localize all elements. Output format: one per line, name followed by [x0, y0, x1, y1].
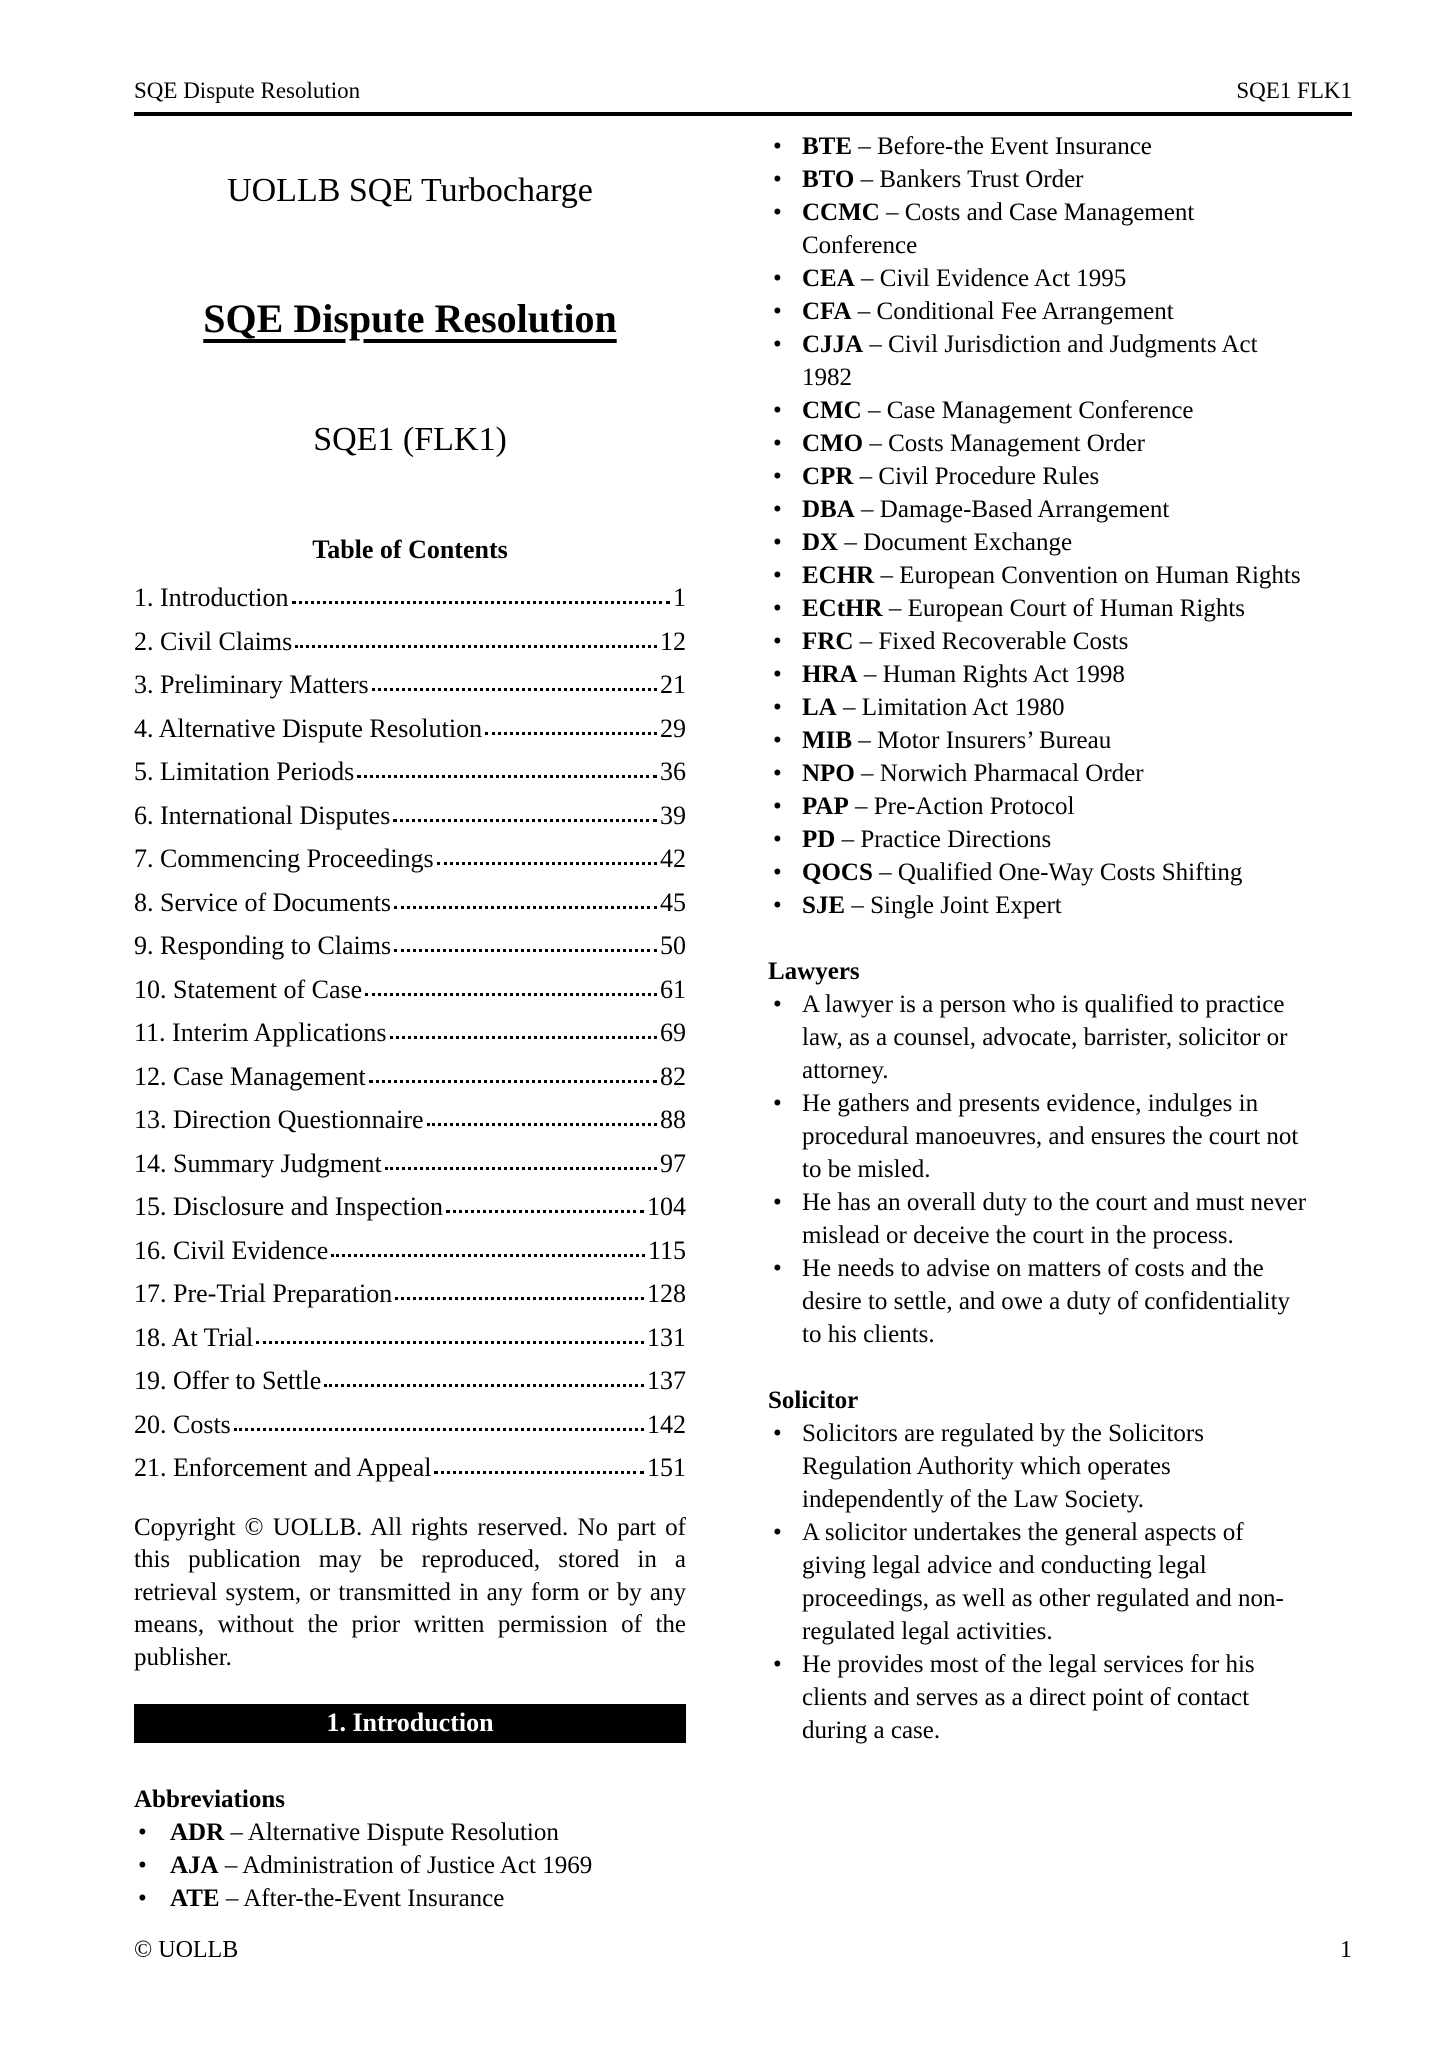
- bullet-icon: •: [773, 463, 782, 490]
- toc-leader: [394, 906, 657, 909]
- abbreviation-item: [768, 790, 1310, 823]
- abbreviation-item: [768, 691, 1310, 724]
- toc-page-number: 131: [647, 1322, 686, 1352]
- abbreviation-item: [768, 394, 1310, 427]
- abbr-term: QOCS: [802, 859, 873, 886]
- toc-entry: [134, 924, 686, 968]
- bullet-icon: •: [773, 298, 782, 325]
- solicitor-bullet-list: [768, 1417, 1310, 1747]
- bullet-icon: •: [773, 397, 782, 424]
- abbreviation-item: [768, 295, 1310, 328]
- document-title: SQE Dispute Resolution: [203, 296, 617, 341]
- toc-label: 17. Pre-Trial Preparation: [134, 1279, 393, 1308]
- dash-separator: –: [880, 562, 893, 589]
- dash-separator: –: [869, 331, 882, 358]
- bullet-icon: •: [773, 1420, 782, 1447]
- section-banner: 1. Introduction: [134, 1704, 686, 1743]
- toc-page-number: 97: [660, 1148, 686, 1178]
- bullet-icon: •: [773, 628, 782, 655]
- brand-title: UOLLB SQE Turbocharge: [227, 172, 593, 209]
- abbr-term: PAP: [802, 793, 849, 820]
- toc-label: 8. Service of Documents: [134, 887, 392, 917]
- dash-separator: –: [224, 1852, 238, 1879]
- bullet-icon: •: [773, 892, 782, 919]
- abbr-definition: Costs Management Order: [888, 430, 1145, 457]
- toc-page-number: 1: [673, 583, 686, 612]
- dash-separator: –: [886, 199, 899, 226]
- toc-entry: [134, 1446, 686, 1490]
- abbr-term: ECHR: [802, 562, 875, 589]
- abbr-definition: Conditional Fee Arrangement: [876, 298, 1174, 325]
- abbr-definition: Administration of Justice Act 1969: [242, 1852, 593, 1879]
- abbreviation-item: [768, 559, 1310, 592]
- abbreviation-item: [768, 262, 1310, 295]
- dash-separator: –: [841, 826, 855, 853]
- abbreviation-item: [768, 130, 1310, 163]
- toc-label: 4. Alternative Dispute Resolution: [134, 713, 483, 743]
- abbreviation-item: [768, 625, 1310, 658]
- footer-page-number: 1: [1340, 1937, 1352, 1963]
- bullet-icon: •: [773, 859, 782, 886]
- bullet-text: He provides most of the legal services for his clients and serves as a direct point of contact during a case.: [802, 1651, 1255, 1744]
- abbreviation-item: [134, 1849, 686, 1882]
- toc-label: 3. Preliminary Matters: [134, 670, 369, 699]
- abbreviation-item: [768, 526, 1310, 559]
- abbr-term: ADR: [170, 1819, 225, 1846]
- dash-separator: –: [888, 595, 902, 622]
- toc-label: 6. International Disputes: [134, 800, 391, 830]
- abbr-definition: Single Joint Expert: [870, 892, 1062, 919]
- toc-label: 13. Direction Questionnaire: [134, 1105, 424, 1134]
- toc-label: 9. Responding to Claims: [134, 931, 392, 960]
- toc-page-number: 29: [660, 713, 686, 743]
- bullet-icon: •: [773, 991, 782, 1018]
- toc-label: 5. Limitation Periods: [134, 757, 355, 786]
- toc-entry: [134, 1142, 686, 1186]
- toc-leader: [427, 1123, 657, 1126]
- toc-page-number: 36: [660, 757, 686, 786]
- list-item: [768, 988, 1310, 1087]
- dash-separator: –: [861, 265, 874, 292]
- abbr-term: HRA: [802, 661, 858, 688]
- bullet-icon: •: [138, 1885, 147, 1912]
- bullet-icon: •: [773, 1519, 782, 1546]
- copyright-notice: Copyright © UOLLB. All rights reserved. No part of this publication may be reproduced, stored in a retrieval system, or transmitted in any form or by any means, without the prior written permission of the publisher.: [134, 1513, 686, 1671]
- abbr-definition: Motor Insurers’ Bureau: [877, 727, 1112, 754]
- abbr-term: CJJA: [802, 331, 864, 358]
- toc-page-number: 39: [660, 800, 686, 830]
- abbr-term: CMO: [802, 430, 864, 457]
- abbr-term: AJA: [170, 1852, 219, 1879]
- toc-leader: [295, 645, 657, 648]
- bullet-text: A lawyer is a person who is qualified to practice law, as a counsel, advocate, barrister, solicitor or attorney.: [802, 991, 1288, 1084]
- page-header: [134, 78, 1352, 104]
- running-header-right: SQE1 FLK1: [1236, 78, 1352, 103]
- abbreviation-item: [768, 757, 1310, 790]
- dash-separator: –: [863, 661, 877, 688]
- abbr-term: CEA: [802, 265, 855, 292]
- abbr-term: CMC: [802, 397, 862, 424]
- toc-label: 18. At Trial: [134, 1322, 254, 1352]
- list-item: [768, 1648, 1310, 1747]
- bullet-icon: •: [138, 1819, 147, 1846]
- bullet-icon: •: [773, 1090, 782, 1117]
- running-header-left: SQE Dispute Resolution: [134, 78, 361, 103]
- toc-page-number: 82: [660, 1061, 686, 1091]
- toc-page-number: 61: [660, 974, 686, 1004]
- toc-leader: [369, 1080, 657, 1083]
- abbreviations-list-left: [134, 1816, 686, 1915]
- bullet-icon: •: [773, 793, 782, 820]
- abbreviation-item: [768, 328, 1310, 394]
- dash-separator: –: [860, 166, 874, 193]
- bullet-icon: •: [773, 826, 782, 853]
- toc-leader: [434, 1471, 644, 1474]
- abbr-definition: Civil Procedure Rules: [878, 463, 1100, 490]
- lawyers-bullet-list: [768, 988, 1310, 1351]
- abbr-definition: Qualified One-Way Costs Shifting: [897, 859, 1243, 886]
- dash-separator: –: [861, 496, 874, 523]
- abbr-definition: European Convention on Human Rights: [899, 562, 1301, 589]
- abbr-term: DX: [802, 529, 839, 556]
- abbr-term: BTE: [802, 133, 853, 160]
- toc-leader: [393, 819, 657, 822]
- toc-leader: [395, 1297, 644, 1300]
- toc-label: 2. Civil Claims: [134, 626, 293, 656]
- abbreviation-item: [768, 196, 1310, 262]
- abbr-term: PD: [802, 826, 836, 853]
- toc-label: 15. Disclosure and Inspection: [134, 1192, 444, 1221]
- dash-separator: –: [225, 1885, 239, 1912]
- abbr-term: FRC: [802, 628, 854, 655]
- abbr-definition: Bankers Trust Order: [879, 166, 1084, 193]
- abbr-definition: Limitation Act 1980: [861, 694, 1065, 721]
- abbr-definition: After-the-Event Insurance: [243, 1885, 505, 1912]
- bullet-icon: •: [773, 1255, 782, 1282]
- bullet-text: He gathers and presents evidence, indulges in procedural manoeuvres, and ensures the court not to be misled.: [802, 1090, 1299, 1183]
- abbr-term: ATE: [170, 1885, 220, 1912]
- toc-entry: [134, 1055, 686, 1099]
- abbr-definition: Document Exchange: [863, 529, 1073, 556]
- right-column: [768, 130, 1310, 1747]
- dash-separator: –: [859, 628, 873, 655]
- toc-page-number: 128: [647, 1279, 686, 1308]
- toc-leader: [372, 688, 657, 691]
- toc-leader: [234, 1428, 644, 1431]
- dash-separator: –: [879, 859, 892, 886]
- dash-separator: –: [869, 430, 882, 457]
- toc-page-number: 151: [647, 1453, 686, 1482]
- dash-separator: –: [855, 793, 868, 820]
- bullet-icon: •: [773, 166, 782, 193]
- abbreviation-item: [768, 592, 1310, 625]
- abbr-definition: Norwich Pharmacal Order: [879, 760, 1144, 787]
- toc-page-number: 50: [660, 931, 686, 960]
- header-rule: [134, 112, 1352, 116]
- toc-page-number: 42: [660, 844, 686, 873]
- abbr-definition: Human Rights Act 1998: [882, 661, 1125, 688]
- toc-label: 19. Offer to Settle: [134, 1366, 322, 1395]
- bullet-icon: •: [773, 199, 782, 226]
- toc-entry: [134, 837, 686, 881]
- toc-entry: [134, 663, 686, 707]
- list-item: [768, 1417, 1310, 1516]
- abbr-definition: European Court of Human Rights: [907, 595, 1246, 622]
- toc-leader: [394, 949, 657, 952]
- toc-leader: [324, 1384, 644, 1387]
- toc-page-number: 45: [660, 887, 686, 917]
- abbr-term: NPO: [802, 760, 855, 787]
- abbreviation-item: [768, 493, 1310, 526]
- bullet-icon: •: [138, 1852, 147, 1879]
- bullet-icon: •: [773, 496, 782, 523]
- toc-leader: [292, 601, 670, 604]
- list-item: [768, 1186, 1310, 1252]
- dash-separator: –: [230, 1819, 243, 1846]
- toc-label: 21. Enforcement and Appeal: [134, 1453, 432, 1482]
- toc-page-number: 115: [647, 1235, 686, 1265]
- abbr-definition: Pre-Action Protocol: [873, 793, 1075, 820]
- toc-heading: Table of Contents: [312, 535, 508, 564]
- dash-separator: –: [842, 694, 856, 721]
- abbreviation-item: [768, 427, 1310, 460]
- bullet-icon: •: [773, 727, 782, 754]
- abbreviation-item: [134, 1882, 686, 1915]
- toc-label: 14. Summary Judgment: [134, 1148, 382, 1178]
- abbreviation-item: [768, 823, 1310, 856]
- toc-leader: [437, 862, 657, 865]
- toc-label: 1. Introduction: [134, 583, 289, 612]
- abbreviation-item: [134, 1816, 686, 1849]
- bullet-text: He has an overall duty to the court and must never mislead or deceive the court in the process.: [802, 1189, 1307, 1249]
- page-footer: [134, 1936, 1352, 1964]
- toc-entry: [134, 1403, 686, 1447]
- toc-entry: [134, 620, 686, 664]
- toc-label: 10. Statement of Case: [134, 974, 363, 1004]
- section-heading-solicitor: Solicitor: [768, 1387, 859, 1414]
- toc-page-number: 88: [660, 1105, 686, 1134]
- bullet-text: Solicitors are regulated by the Solicitors Regulation Authority which operates independently of the Law Society.: [802, 1420, 1204, 1513]
- bullet-icon: •: [773, 661, 782, 688]
- footer-copyright: © UOLLB: [134, 1937, 239, 1963]
- abbr-definition: Civil Evidence Act 1995: [879, 265, 1127, 292]
- toc-entry: [134, 794, 686, 838]
- toc-leader: [331, 1254, 645, 1257]
- bullet-icon: •: [773, 562, 782, 589]
- abbr-term: ECtHR: [802, 595, 883, 622]
- toc-entry: [134, 1316, 686, 1360]
- abbr-definition: Fixed Recoverable Costs: [878, 628, 1129, 655]
- abbr-definition: Before-the Event Insurance: [877, 133, 1152, 160]
- toc-entry: [134, 1185, 686, 1229]
- toc-entry: [134, 968, 686, 1012]
- abbr-definition: Damage-Based Arrangement: [879, 496, 1170, 523]
- dash-separator: –: [858, 133, 871, 160]
- abbr-definition: Alternative Dispute Resolution: [247, 1819, 559, 1846]
- toc-page-number: 69: [660, 1018, 686, 1047]
- abbr-term: SJE: [802, 892, 846, 919]
- section-heading-lawyers: Lawyers: [768, 958, 860, 985]
- toc-leader: [385, 1167, 657, 1170]
- abbr-term: MIB: [802, 727, 852, 754]
- bullet-text: A solicitor undertakes the general aspects of giving legal advice and conducting legal proceedings, as well as other regulated and non-regulated legal activities.: [802, 1519, 1284, 1645]
- abbr-definition: Case Management Conference: [886, 397, 1194, 424]
- toc-label: 11. Interim Applications: [134, 1018, 387, 1047]
- bullet-icon: •: [773, 133, 782, 160]
- abbreviation-item: [768, 856, 1310, 889]
- left-column: [134, 128, 686, 1915]
- abbreviation-item: [768, 460, 1310, 493]
- toc-leader: [256, 1341, 644, 1344]
- list-item: [768, 1087, 1310, 1186]
- abbr-term: CFA: [802, 298, 852, 325]
- toc-leader: [446, 1210, 644, 1213]
- toc-label: 20. Costs: [134, 1409, 231, 1439]
- dash-separator: –: [844, 529, 857, 556]
- toc-label: 7. Commencing Proceedings: [134, 844, 434, 873]
- toc-page-number: 137: [647, 1366, 686, 1395]
- bullet-icon: •: [773, 430, 782, 457]
- toc-leader: [365, 993, 657, 996]
- bullet-icon: •: [773, 331, 782, 358]
- dash-separator: –: [867, 397, 881, 424]
- dash-separator: –: [851, 892, 864, 919]
- toc-entry: [134, 881, 686, 925]
- abbr-definition: Practice Directions: [860, 826, 1052, 853]
- dash-separator: –: [859, 463, 873, 490]
- abbreviations-heading: Abbreviations: [134, 1786, 285, 1813]
- bullet-icon: •: [773, 265, 782, 292]
- toc-page-number: 104: [647, 1192, 686, 1221]
- abbreviations-list-right: [768, 130, 1310, 922]
- toc-entry: [134, 1359, 686, 1403]
- toc-page-number: 12: [660, 626, 686, 656]
- bullet-icon: •: [773, 760, 782, 787]
- abbr-term: DBA: [802, 496, 855, 523]
- bullet-icon: •: [773, 1189, 782, 1216]
- bullet-icon: •: [773, 595, 782, 622]
- abbr-term: CCMC: [802, 199, 880, 226]
- abbreviation-item: [768, 658, 1310, 691]
- toc-entry: [134, 1098, 686, 1142]
- dash-separator: –: [857, 298, 871, 325]
- abbr-term: CPR: [802, 463, 854, 490]
- toc-leader: [357, 775, 657, 778]
- bullet-icon: •: [773, 1651, 782, 1678]
- document-subtitle: SQE1 (FLK1): [313, 421, 507, 458]
- list-item: [768, 1516, 1310, 1648]
- toc-label: 12. Case Management: [134, 1061, 366, 1091]
- toc-entry: [134, 1011, 686, 1055]
- list-item: [768, 1252, 1310, 1351]
- toc-leader: [390, 1036, 658, 1039]
- toc-entry: [134, 1272, 686, 1316]
- toc-entry: [134, 576, 686, 620]
- abbreviation-item: [768, 889, 1310, 922]
- abbreviation-item: [768, 163, 1310, 196]
- abbr-term: LA: [802, 694, 837, 721]
- abbreviation-item: [768, 724, 1310, 757]
- toc-entry: [134, 1229, 686, 1273]
- abbr-term: BTO: [802, 166, 855, 193]
- dash-separator: –: [858, 727, 871, 754]
- abbr-definition: Costs and Case Management Conference: [802, 199, 1195, 259]
- toc-page-number: 21: [660, 670, 686, 699]
- bullet-text: He needs to advise on matters of costs and the desire to settle, and owe a duty of confidentiality to his clients.: [802, 1255, 1291, 1348]
- dash-separator: –: [861, 760, 874, 787]
- toc-page-number: 142: [647, 1409, 686, 1439]
- toc-entry: [134, 707, 686, 751]
- table-of-contents: [134, 576, 686, 1490]
- toc-entry: [134, 750, 686, 794]
- toc-label: 16. Civil Evidence: [134, 1235, 329, 1265]
- abbr-definition: Civil Jurisdiction and Judgments Act 1982: [802, 331, 1258, 391]
- bullet-icon: •: [773, 694, 782, 721]
- toc-leader: [485, 732, 657, 735]
- bullet-icon: •: [773, 529, 782, 556]
